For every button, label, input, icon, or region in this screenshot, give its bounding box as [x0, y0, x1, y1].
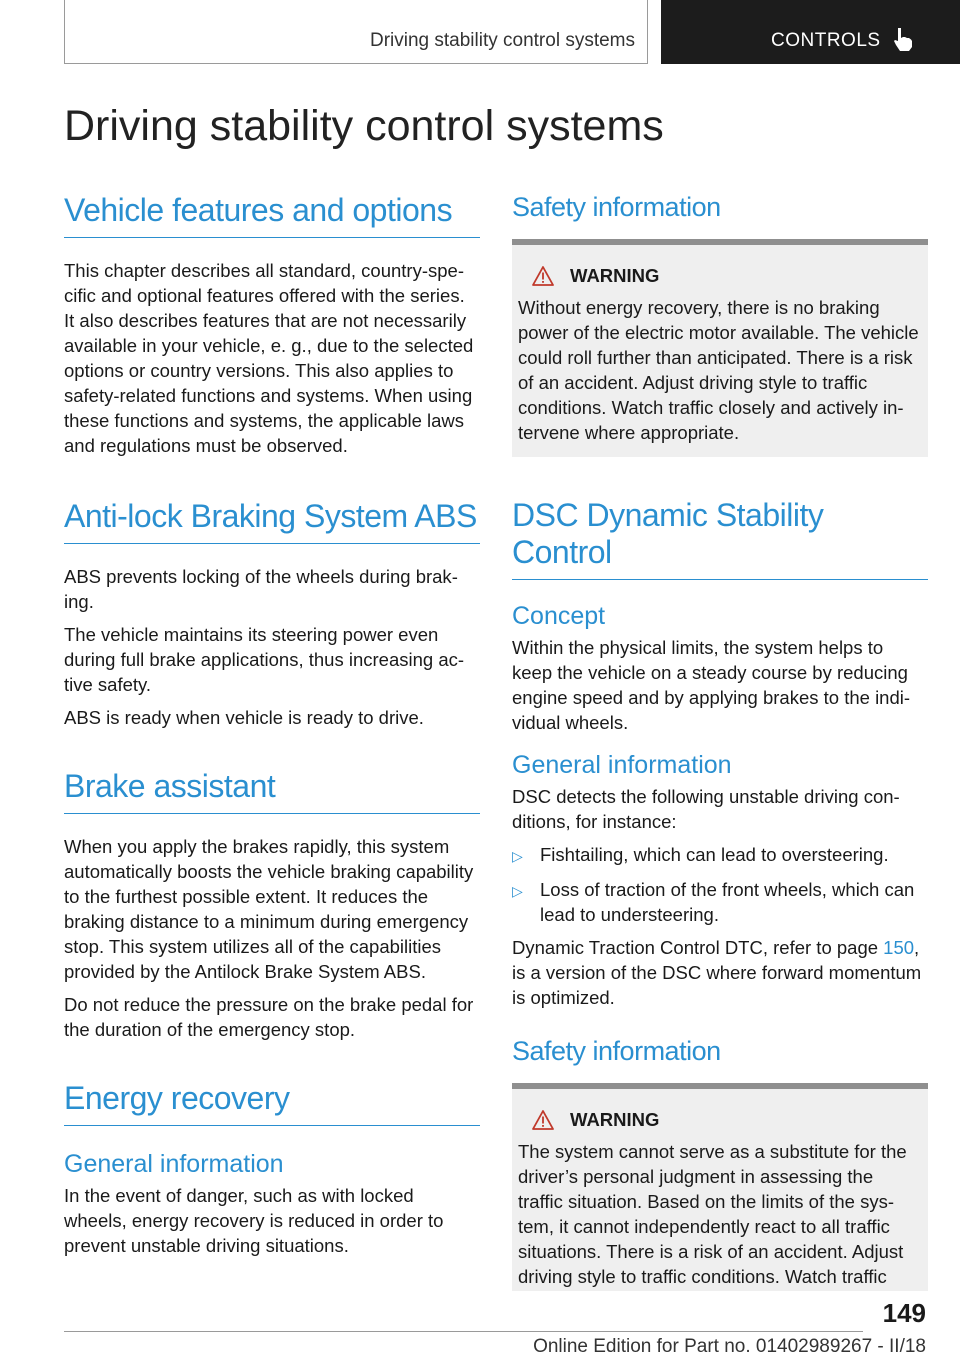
list-item-text: Loss of traction of the front wheels, which can lead to understeering. — [540, 879, 915, 925]
hand-pointer-icon — [893, 26, 915, 52]
heading-energy-recovery: Energy recovery — [64, 1080, 480, 1126]
list-item — [512, 842, 928, 869]
general-information-text: DSC detects the following unstable driving conditions, for instance: — [512, 786, 900, 832]
warning-label-1: WARNING — [570, 265, 660, 286]
subheading-concept: Concept — [512, 602, 606, 630]
warning-triangle-icon — [532, 1110, 554, 1130]
heading-dsc: DSC Dynamic Stability Control — [512, 497, 928, 580]
abs-paragraph-3: ABS is ready when vehicle is ready to drive. — [64, 707, 424, 728]
bullet-triangle-icon: ▷ — [512, 883, 523, 899]
warning-label-2: WARNING — [570, 1109, 660, 1130]
page-reference-link[interactable]: 150 — [883, 937, 915, 958]
header-section-title: Driving stability control systems — [369, 30, 635, 51]
page-number: 149 — [882, 1298, 926, 1328]
vehicle-features-text: This chapter describes all standard, country-specific and optional features offered with the series. It also describes features that are not necessarily available in your vehicle, e. g., due to the selected options or country versions. This also applies to safety-related functions and systems. When using these functions and systems, the applicable laws and regulations must be observed. — [64, 260, 474, 456]
header-chapter-label: CONTROLS — [771, 30, 881, 51]
abs-paragraph-2: The vehicle maintains its steering power even during full brake applications, thus increasing active safety. — [64, 624, 465, 695]
warning-header-2 — [532, 1109, 922, 1131]
page-title: Driving stability control systems — [64, 102, 664, 150]
header-chapter-box — [661, 0, 960, 64]
header-section-box — [64, 0, 648, 64]
subheading-general-information: General information — [64, 1150, 284, 1178]
warning-box-1 — [512, 239, 928, 457]
concept-text: Within the physical limits, the system helps to keep the vehicle on a steady course by reducing engine speed and by applying brakes to the individual wheels. — [512, 637, 911, 733]
brake-assistant-paragraph-2: Do not reduce the pressure on the brake pedal for the duration of the emergency stop. — [64, 994, 474, 1040]
heading-safety-information-1: Safety information — [512, 192, 721, 222]
dtc-text-after: , is a version of the DSC where forward momentum is optimized. — [512, 937, 922, 1008]
warning-header-1 — [532, 265, 922, 287]
warning-box-2 — [512, 1083, 928, 1291]
dtc-reference-text — [512, 935, 928, 1010]
warning-text-2: The system cannot serve as a substitute for the driver’s personal judgment in assessing the traffic situation. Based on the limits of the system, it cannot independently react to all traffic situations. There is a risk of an accident. Adjust driving style to traffic conditions. Watch traffic — [518, 1141, 907, 1287]
brake-assistant-paragraph-1: When you apply the brakes rapidly, this system automatically boosts the vehicle braking capability to the furthest possible extent. It reduces the braking distance to a minimum during emergency stop. This system utilizes all of the capabilities provided by the Antilock Brake System ABS. — [64, 836, 474, 982]
footer-divider — [64, 1331, 863, 1332]
warning-triangle-icon — [532, 266, 554, 286]
list-item — [512, 877, 928, 927]
dtc-text-before: Dynamic Traction Control DTC, refer to page — [512, 937, 884, 958]
abs-paragraph-1: ABS prevents locking of the wheels during braking. — [64, 566, 458, 612]
right-column — [512, 180, 928, 1291]
subheading-general-information-dsc: General information — [512, 751, 732, 779]
footer-edition-text: Online Edition for Part no. 01402989267 - II/18 — [533, 1336, 926, 1357]
list-item-text: Fishtailing, which can lead to oversteering. — [540, 844, 889, 865]
heading-vehicle-features: Vehicle features and options — [64, 192, 480, 238]
energy-recovery-text: In the event of danger, such as with locked wheels, energy recovery is reduced in order to prevent unstable driving situations. — [64, 1185, 444, 1256]
bullet-triangle-icon: ▷ — [512, 848, 523, 864]
heading-brake-assistant: Brake assistant — [64, 768, 480, 814]
warning-text-1: Without energy recovery, there is no braking power of the electric motor available. The vehicle could roll further than anticipated. There is a risk of an accident. Adjust driving style to traffic conditions. Watch traffic closely and actively intervene where appropriate. — [518, 297, 919, 443]
left-column — [64, 180, 480, 1258]
heading-abs: Anti-lock Braking System ABS — [64, 498, 480, 544]
heading-safety-information-2: Safety information — [512, 1036, 721, 1066]
